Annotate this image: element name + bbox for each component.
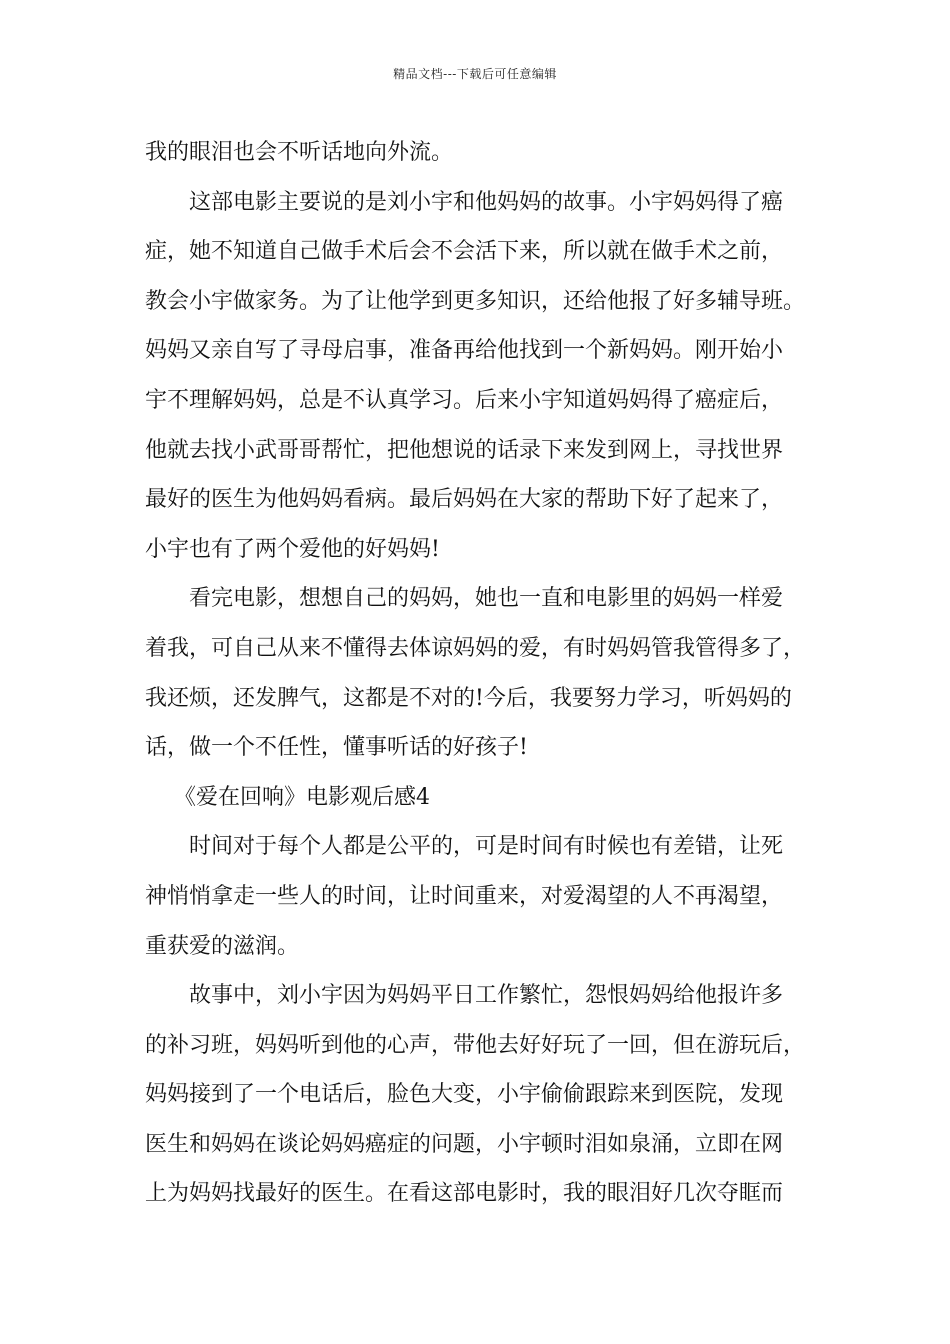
text-line: 上为妈妈找最好的医生。在看这部电影时，我的眼泪好几次夺眶而 <box>145 1181 784 1207</box>
text-line: 最好的医生为他妈妈看病。最后妈妈在大家的帮助下好了起来了， <box>145 487 784 513</box>
text-line: 重获爱的滋润。 <box>145 933 300 959</box>
section-heading: 《爱在回响》电影观后感4 <box>174 784 430 810</box>
text-line: 我的眼泪也会不听话地向外流。 <box>145 140 454 165</box>
text-line: 他就去找小武哥哥帮忙，把他想说的话录下来发到网上，寻找世界 <box>145 437 784 463</box>
paragraph-start-line: 故事中，刘小宇因为妈妈平日工作繁忙，怨恨妈妈给他报许多 <box>189 983 784 1009</box>
text-line: 症，她不知道自己做手术后会不会活下来，所以就在做手术之前， <box>145 239 784 265</box>
text-line: 着我，可自己从来不懂得去体谅妈妈的爱，有时妈妈管我管得多了， <box>145 635 806 661</box>
text-line: 神悄悄拿走一些人的时间，让时间重来，对爱渴望的人不再渴望， <box>145 883 784 909</box>
text-line: 话，做一个不任性，懂事听话的好孩子! <box>145 735 528 761</box>
paragraph-start-line: 时间对于每个人都是公平的，可是时间有时候也有差错，让死 <box>189 834 784 860</box>
text-line: 的补习班，妈妈听到他的心声，带他去好好玩了一回，但在游玩后， <box>145 1032 806 1058</box>
text-line: 宇不理解妈妈，总是不认真学习。后来小宇知道妈妈得了癌症后， <box>145 387 784 413</box>
text-line: 小宇也有了两个爱他的好妈妈! <box>145 536 440 562</box>
paragraph-start-line: 看完电影，想想自己的妈妈，她也一直和电影里的妈妈一样爱 <box>189 586 784 612</box>
document-body <box>145 128 845 1219</box>
text-line: 妈妈接到了一个电话后，脸色大变，小宇偷偷跟踪来到医院，发现 <box>145 1082 784 1108</box>
paragraph-start-line: 这部电影主要说的是刘小宇和他妈妈的故事。小宇妈妈得了癌 <box>189 189 784 215</box>
page-header: 精品文档---下载后可任意编辑 <box>393 67 557 81</box>
text-line: 我还烦，还发脾气，这都是不对的!今后，我要努力学习，听妈妈的 <box>145 685 792 711</box>
text-line: 教会小宇做家务。为了让他学到更多知识，还给他报了好多辅导班。 <box>145 288 806 314</box>
text-line: 妈妈又亲自写了寻母启事，准备再给他找到一个新妈妈。刚开始小 <box>145 338 784 364</box>
text-line: 医生和妈妈在谈论妈妈癌症的问题，小宇顿时泪如泉涌，立即在网 <box>145 1131 784 1157</box>
